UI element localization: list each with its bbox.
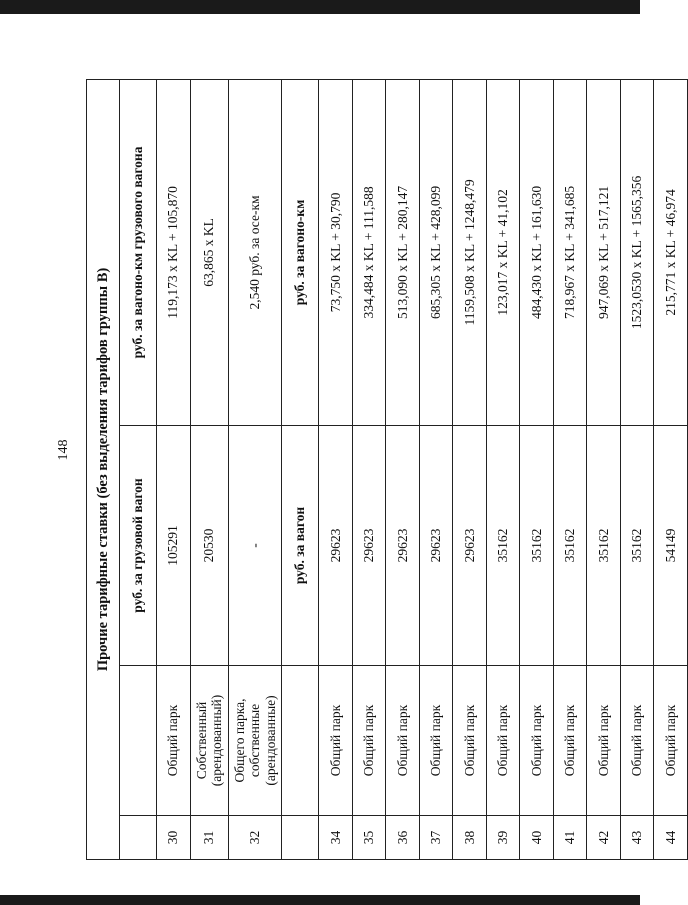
tariff-table	[86, 79, 688, 860]
scan-bottom-edge	[0, 895, 640, 905]
table-title: Прочие тарифные ставки (без выделения тарифов группы В)	[87, 79, 120, 859]
tariff-wagon-km: 73,750 x KL + 30,790	[319, 79, 353, 425]
header-wagon-km: руб. за вагоно-км грузового вагона	[120, 79, 157, 425]
park-type: Общий парк	[157, 666, 191, 816]
table-row	[352, 79, 386, 859]
table-row	[620, 79, 654, 859]
tariff-wagon-km: 484,430 x KL + 161,630	[520, 79, 554, 425]
park-type: Общий парк	[553, 666, 587, 816]
park-type: Общий парк	[654, 666, 688, 816]
tariff-wagon: 105291	[157, 426, 191, 666]
sub-header-km: руб. за вагоно-км	[282, 79, 319, 425]
sub-header-park-cell	[282, 666, 319, 816]
table-row	[486, 79, 520, 859]
table-row	[228, 79, 282, 859]
row-number: 44	[654, 816, 688, 860]
tariff-wagon: 35162	[520, 426, 554, 666]
header-num-cell	[120, 816, 157, 860]
table-row	[520, 79, 554, 859]
row-number: 31	[190, 816, 228, 860]
tariff-wagon-km: 119,173 x KL + 105,870	[157, 79, 191, 425]
row-number: 43	[620, 816, 654, 860]
park-type: Собственный (арендованный)	[190, 666, 228, 816]
row-number: 35	[352, 816, 386, 860]
table-row	[587, 79, 621, 859]
title-row	[87, 79, 120, 859]
table-row	[553, 79, 587, 859]
park-type: Общий парк	[352, 666, 386, 816]
sub-header-wagon: руб. за вагон	[282, 426, 319, 666]
table-row	[453, 79, 487, 859]
table-row	[386, 79, 420, 859]
park-type: Общий парк	[386, 666, 420, 816]
sub-header-row	[282, 79, 319, 859]
tariff-wagon: 35162	[587, 426, 621, 666]
table-row	[157, 79, 191, 859]
park-type: Общий парк	[520, 666, 554, 816]
header-wagon: руб. за грузовой вагон	[120, 426, 157, 666]
park-type: Общий парк	[319, 666, 353, 816]
tariff-wagon-km: 123,017 x KL + 41,102	[486, 79, 520, 425]
row-number: 37	[419, 816, 453, 860]
park-type: Общего парка, собственные (арендованные)	[228, 666, 282, 816]
tariff-wagon-km: 215,771 x KL + 46,974	[654, 79, 688, 425]
row-number: 38	[453, 816, 487, 860]
tariff-wagon-km: 1523,0530 x KL + 1565,356	[620, 79, 654, 425]
park-type: Общий парк	[620, 666, 654, 816]
tariff-wagon-km: 334,484 x KL + 111,588	[352, 79, 386, 425]
tariff-wagon: 54149	[654, 426, 688, 666]
row-number: 36	[386, 816, 420, 860]
sub-header-num-cell	[282, 816, 319, 860]
row-number: 42	[587, 816, 621, 860]
row-number: 32	[228, 816, 282, 860]
row-number: 30	[157, 816, 191, 860]
tariff-wagon: 35162	[486, 426, 520, 666]
row-number: 40	[520, 816, 554, 860]
tariff-wagon-km: 947,069 x KL + 517,121	[587, 79, 621, 425]
tariff-wagon-km: 513,090 x KL + 280,147	[386, 79, 420, 425]
park-type: Общий парк	[486, 666, 520, 816]
tariff-wagon: 29623	[419, 426, 453, 666]
tariff-wagon: 29623	[453, 426, 487, 666]
tariff-wagon: 20530	[190, 426, 228, 666]
table-row	[319, 79, 353, 859]
tariff-wagon: 29623	[386, 426, 420, 666]
table-row	[654, 79, 688, 859]
park-type: Общий парк	[419, 666, 453, 816]
table-row	[190, 79, 228, 859]
page-number: 148	[56, 439, 71, 461]
table-row	[419, 79, 453, 859]
rotated-table-frame	[86, 80, 678, 860]
tariff-wagon-km: 1159,508 x KL + 1248,479	[453, 79, 487, 425]
tariff-wagon-km: 2,540 руб. за осе-км	[228, 79, 282, 425]
rotated-table-content	[86, 80, 678, 860]
park-type: Общий парк	[587, 666, 621, 816]
row-number: 39	[486, 816, 520, 860]
header-park-cell	[120, 666, 157, 816]
row-number: 41	[553, 816, 587, 860]
tariff-wagon-km: 63,865 x KL	[190, 79, 228, 425]
header-row	[120, 79, 157, 859]
tariff-wagon: 29623	[352, 426, 386, 666]
tariff-wagon: -	[228, 426, 282, 666]
scan-top-edge	[0, 0, 640, 14]
row-number: 34	[319, 816, 353, 860]
tariff-wagon: 35162	[553, 426, 587, 666]
park-type: Общий парк	[453, 666, 487, 816]
tariff-wagon: 35162	[620, 426, 654, 666]
tariff-wagon-km: 718,967 x KL + 341,685	[553, 79, 587, 425]
tariff-wagon-km: 685,305 x KL + 428,099	[419, 79, 453, 425]
tariff-wagon: 29623	[319, 426, 353, 666]
